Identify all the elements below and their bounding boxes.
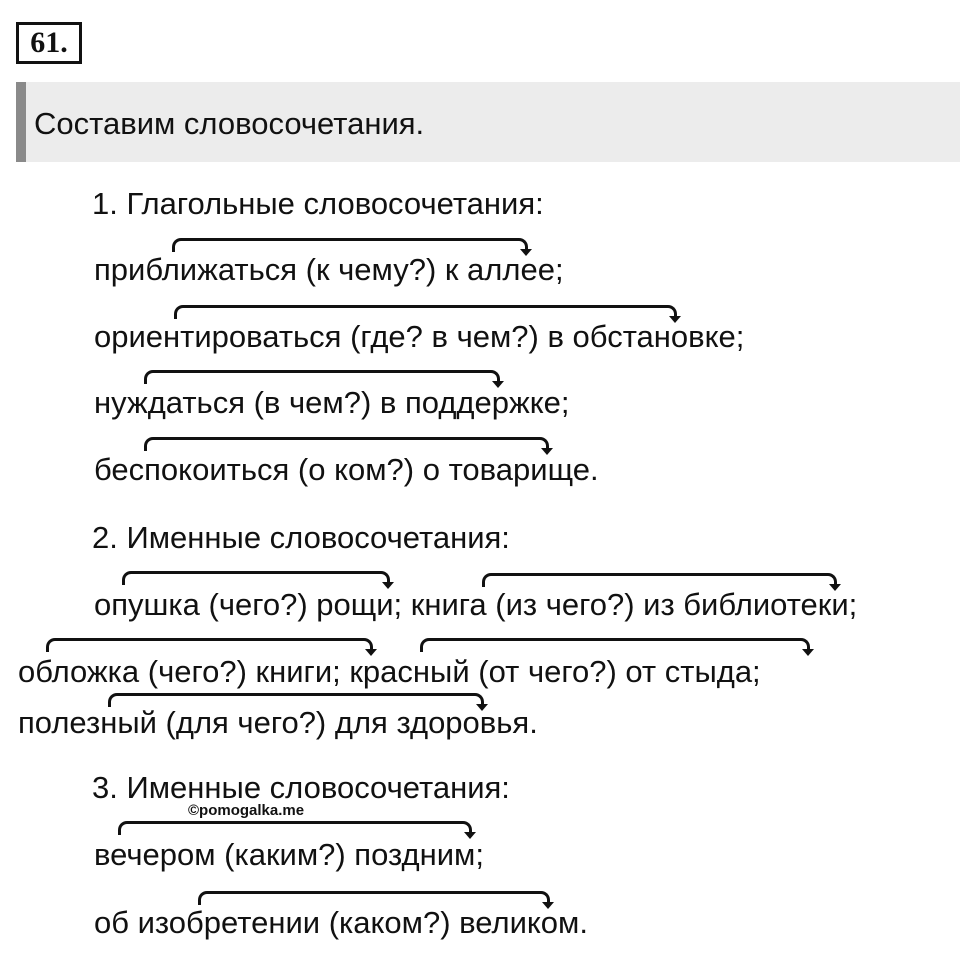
watermark: ©pomogalka.me [188,802,305,819]
phrase-line: полезный (для чего?) для здоровья. [18,705,538,740]
connection-arc [118,821,472,835]
connection-arc [122,571,390,585]
exercise-number: 61. [16,22,82,64]
phrase-line: об изобретении (каком?) великом. [94,905,588,940]
connection-arc [144,370,500,384]
phrase-line: беспокоиться (о ком?) о товарище. [94,452,599,487]
phrase-line: обложка (чего?) книги; красный (от чего?) от стыда; [18,654,761,689]
phrase-line: приближаться (к чему?) к аллее; [94,252,564,287]
phrase-line: опушка (чего?) рощи; книга (из чего?) из библиотеки; [94,587,858,622]
instruction-text: Составим словосочетания. [34,106,425,141]
connection-arc [420,638,810,652]
section-1-heading: 1. Глагольные словосочетания: [92,186,544,221]
section-2-heading: 2. Именные словосочетания: [92,520,510,555]
phrase-line: нуждаться (в чем?) в поддержке; [94,385,570,420]
phrase-line: ориентироваться (где? в чем?) в обстановке; [94,319,745,354]
connection-arc [144,437,549,451]
phrase-line: вечером (каким?) поздним; [94,837,484,872]
section-3-heading: 3. Именные словосочетания: [92,770,510,805]
connection-arc [46,638,373,652]
